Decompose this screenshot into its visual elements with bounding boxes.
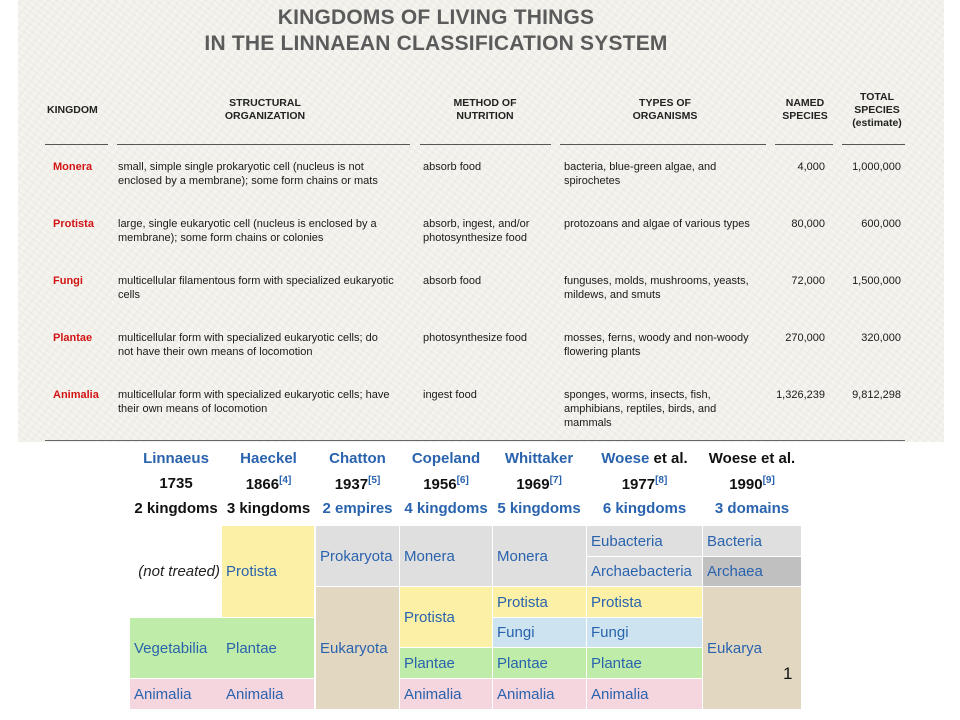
protista-cell-haeckel[interactable]: Protista <box>222 526 314 617</box>
scheme-count-link[interactable]: 2 empires <box>322 500 393 517</box>
col-structural-header <box>190 97 340 123</box>
named-species: 1,326,239 <box>776 389 825 401</box>
scheme-name-woese-suffix: et al. <box>649 450 688 467</box>
scheme-count: 3 kingdoms <box>226 500 311 517</box>
header-rule-types <box>560 144 766 145</box>
total-species: 1,500,000 <box>852 275 901 287</box>
structural-cell <box>118 388 418 416</box>
structural-cell <box>118 331 418 359</box>
animalia-cell-woese-1977[interactable]: Animalia <box>587 679 702 709</box>
year-text: 1990 <box>729 476 763 493</box>
scheme-name-chatton[interactable]: Chatton <box>329 450 386 467</box>
cell-line: their own means of locomotion <box>118 403 268 415</box>
plantae-cell-woese-1977[interactable]: Plantae <box>587 648 702 678</box>
cell-line: flowering plants <box>564 346 641 358</box>
structural-cell <box>118 160 418 188</box>
nutrition-cell <box>423 388 558 402</box>
cell-line: photosynthesize food <box>423 332 527 344</box>
cell-line: spirochetes <box>564 175 621 187</box>
col-structural-line-2: ORGANIZATION <box>224 110 306 122</box>
types-cell <box>564 388 774 430</box>
col-total-header <box>843 91 911 130</box>
cell-line: absorb food <box>423 161 482 173</box>
cell-line: mosses, ferns, woody and non-woody <box>564 332 749 344</box>
scheme-name-copeland[interactable]: Copeland <box>411 450 481 467</box>
cell-line: enclosed by a membrane); some form chains or mats <box>118 175 378 187</box>
types-cell <box>564 331 774 359</box>
reference-link[interactable]: [7] <box>549 475 562 486</box>
types-cell <box>564 217 774 231</box>
monera-cell-copeland[interactable]: Monera <box>400 526 492 586</box>
cell-line: large, single eukaryotic cell (nucleus is enclosed by a <box>118 218 377 230</box>
kingdom-name: Animalia <box>53 389 99 401</box>
named-species: 4,000 <box>797 161 825 173</box>
header-rule-nutrition <box>420 144 551 145</box>
total-species: 600,000 <box>861 218 901 230</box>
animalia-cell-whittaker[interactable]: Animalia <box>493 679 586 709</box>
scheme-year <box>400 475 492 493</box>
animalia-cell-linnaeus[interactable]: Animalia <box>130 679 222 709</box>
nutrition-cell <box>423 160 558 174</box>
kingdom-name: Monera <box>53 161 93 173</box>
named-species: 270,000 <box>785 332 825 344</box>
table-bottom-rule <box>45 440 905 441</box>
eubacteria-cell[interactable]: Eubacteria <box>587 526 702 556</box>
cell-line: multicellular filamentous form with specialized eukaryotic <box>118 275 394 287</box>
vegetabilia-cell[interactable]: Vegetabilia <box>130 618 222 678</box>
year-text: 1866 <box>245 476 280 493</box>
page-title-line-1: KINGDOMS OF LIVING THINGS <box>277 6 595 29</box>
fungi-cell-whittaker[interactable]: Fungi <box>493 618 586 647</box>
protista-cell-copeland[interactable]: Protista <box>400 587 492 647</box>
col-total-line-1: TOTAL <box>859 91 895 103</box>
eukarya-cell[interactable]: Eukarya <box>703 587 801 709</box>
cell-line: sponges, worms, insects, fish, <box>564 389 711 401</box>
archaea-cell[interactable]: Archaea <box>703 557 801 586</box>
cell-line: mammals <box>564 417 612 429</box>
nutrition-cell <box>423 331 558 345</box>
page-number: 1 <box>783 664 793 683</box>
cell-line: absorb food <box>423 275 482 287</box>
header-rule-named <box>775 144 833 145</box>
scheme-year: 1735 <box>159 475 193 492</box>
scheme-count-link[interactable]: 3 domains <box>714 500 790 517</box>
year-text: 1969 <box>516 476 550 493</box>
cell-line: photosynthesize food <box>423 232 527 244</box>
cell-line: funguses, molds, mushrooms, yeasts, <box>564 275 749 287</box>
scheme-count: 2 kingdoms <box>134 500 218 517</box>
year-text: 1937 <box>334 476 369 493</box>
col-nutrition-line-1: METHOD OF <box>453 97 517 109</box>
scheme-year <box>492 475 586 493</box>
structural-cell <box>118 217 418 245</box>
cell-line: not have their own means of locomotion <box>118 346 313 358</box>
col-named-header <box>773 97 837 123</box>
scheme-count-link[interactable]: 5 kingdoms <box>497 500 581 517</box>
monera-cell-whittaker[interactable]: Monera <box>493 526 586 586</box>
kingdom-name: Fungi <box>53 275 83 287</box>
col-named-line-1: NAMED <box>785 97 825 109</box>
nutrition-cell <box>423 217 558 245</box>
cell-line: cells <box>118 289 141 301</box>
header-rule-total <box>842 144 905 145</box>
scheme-year <box>222 475 315 493</box>
year-text: 1956 <box>423 476 457 493</box>
col-structural-line-1: STRUCTURAL <box>229 97 301 109</box>
kingdom-name: Protista <box>53 218 94 230</box>
animalia-cell-copeland[interactable]: Animalia <box>400 679 492 709</box>
scheme-name-linnaeus[interactable]: Linnaeus <box>143 450 209 467</box>
fungi-cell-woese-1977[interactable]: Fungi <box>587 618 702 647</box>
col-types-line-1: TYPES OF <box>639 97 691 109</box>
scheme-year <box>586 475 703 493</box>
total-species: 9,812,298 <box>852 389 901 401</box>
col-types-header <box>600 97 730 123</box>
protista-cell-whittaker[interactable]: Protista <box>493 587 586 617</box>
col-total-line-3: (estimate) <box>852 117 902 129</box>
eukaryota-cell[interactable]: Eukaryota <box>316 587 399 709</box>
plantae-cell-haeckel[interactable]: Plantae <box>222 618 314 678</box>
cell-line: ingest food <box>423 389 477 401</box>
col-kingdom-header: KINGDOM <box>47 104 98 116</box>
animalia-cell-haeckel[interactable]: Animalia <box>222 679 314 709</box>
col-total-line-2: SPECIES <box>854 104 900 116</box>
reference-link[interactable]: [6] <box>456 475 469 486</box>
cell-line: protozoans and algae of various types <box>564 218 750 230</box>
header-rule-kingdom <box>45 144 108 145</box>
types-cell <box>564 274 774 302</box>
reference-link[interactable]: [5] <box>368 475 381 486</box>
reference-link[interactable]: [4] <box>279 475 292 486</box>
named-species: 72,000 <box>791 275 825 287</box>
cell-line: amphibians, reptiles, birds, and <box>564 403 717 415</box>
protista-cell-woese-1977[interactable]: Protista <box>587 587 702 617</box>
year-text: 1977 <box>621 476 656 493</box>
nutrition-cell <box>423 274 558 288</box>
col-nutrition-line-2: NUTRITION <box>456 110 514 122</box>
reference-link[interactable]: [9] <box>762 475 775 486</box>
plantae-cell-copeland[interactable]: Plantae <box>400 648 492 678</box>
header-rule-structural <box>117 144 410 145</box>
scheme-name-whittaker[interactable]: Whittaker <box>504 450 574 467</box>
col-nutrition-header <box>430 97 540 123</box>
scheme-count-link[interactable]: 4 kingdoms <box>404 500 488 517</box>
scheme-name-haeckel[interactable]: Haeckel <box>240 450 297 467</box>
col-named-line-2: SPECIES <box>782 110 828 122</box>
structural-cell <box>118 274 418 302</box>
total-species: 1,000,000 <box>852 161 901 173</box>
total-species: 320,000 <box>861 332 901 344</box>
types-cell <box>564 160 774 188</box>
scheme-year <box>703 475 801 493</box>
page-title-line-2: IN THE LINNAEAN CLASSIFICATION SYSTEM <box>204 32 668 55</box>
plantae-cell-whittaker[interactable]: Plantae <box>493 648 586 678</box>
cell-line: multicellular form with specialized eukaryotic cells; do <box>118 332 378 344</box>
cell-line: mildews, and smuts <box>564 289 661 301</box>
cell-line: membrane); some form chains or colonies <box>118 232 324 244</box>
reference-link[interactable]: [8] <box>655 475 668 486</box>
scheme-year <box>315 475 400 493</box>
kingdom-name: Plantae <box>53 332 93 344</box>
cell-line: small, simple single prokaryotic cell (nucleus is not <box>118 161 364 173</box>
scheme-name-woese-link[interactable]: Woese <box>601 450 650 467</box>
not-treated-cell: (not treated) <box>138 563 220 580</box>
archaebacteria-cell[interactable]: Archaebacteria <box>587 557 702 586</box>
scheme-name-woese-1990: Woese et al. <box>708 450 796 467</box>
cell-line: bacteria, blue-green algae, and <box>564 161 717 173</box>
scheme-count-link[interactable]: 6 kingdoms <box>602 500 687 517</box>
prokaryota-cell[interactable]: Prokaryota <box>316 526 399 586</box>
bacteria-cell[interactable]: Bacteria <box>703 526 801 556</box>
cell-line: multicellular form with specialized eukaryotic cells; have <box>118 389 390 401</box>
named-species: 80,000 <box>791 218 825 230</box>
col-types-line-2: ORGANISMS <box>632 110 698 122</box>
cell-line: absorb, ingest, and/or <box>423 218 530 230</box>
scheme-name-woese-1977 <box>586 450 703 467</box>
